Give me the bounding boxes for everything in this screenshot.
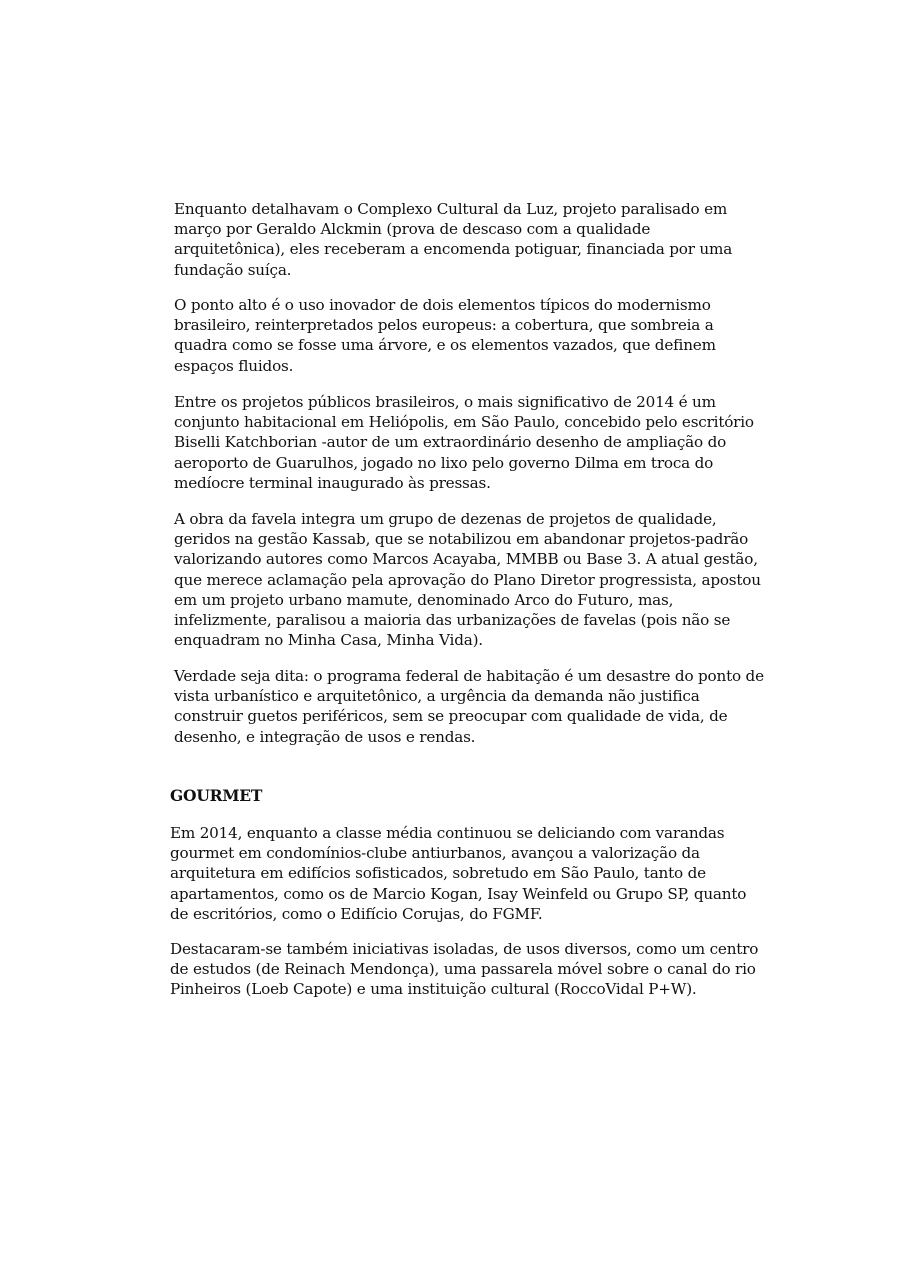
paragraph-text bbox=[174, 666, 764, 747]
text-line: Enquanto detalhavam o Complexo Cultural da Luz, projeto paralisado em bbox=[174, 200, 728, 218]
section-heading-block bbox=[170, 786, 740, 806]
text-line: A obra da favela integra um grupo de dezenas de projetos de qualidade, bbox=[174, 510, 717, 528]
text-line: conjunto habitacional em Heliópolis, em São Paulo, concebido pelo escritório bbox=[174, 413, 754, 432]
text-line: apartamentos, como os de Marcio Kogan, Isay Weinfeld ou Grupo SP, quanto bbox=[170, 884, 747, 903]
text-line: de estudos (de Reinach Mendonça), uma passarela móvel sobre o canal do rio bbox=[170, 960, 756, 979]
text-line: gourmet em condomínios-clube antiurbanos, avançou a valorização da bbox=[170, 844, 700, 863]
text-line: arquitetura em edifícios sofisticados, sobretudo em São Paulo, tanto de bbox=[170, 864, 706, 883]
text-line: geridos na gestão Kassab, que se notabilizou em abandonar projetos-padrão bbox=[174, 530, 749, 549]
text-line: infelizmente, paralisou a maioria das urbanizações de favelas (pois não se bbox=[174, 611, 731, 630]
text-line: Em 2014, enquanto a classe média continuou se deliciando com varandas bbox=[170, 824, 725, 842]
text-line: enquadram no Minha Casa, Minha Vida). bbox=[174, 631, 483, 650]
text-line: quadra como se fosse uma árvore, e os elementos vazados, que definem bbox=[174, 336, 716, 355]
text-line: aeroporto de Guarulhos, jogado no lixo pelo governo Dilma em troca do bbox=[174, 453, 714, 472]
text-line: março por Geraldo Alckmin (prova de descaso com a qualidade bbox=[174, 220, 651, 239]
paragraph-text bbox=[170, 823, 747, 924]
text-line: O ponto alto é o uso inovador de dois elementos típicos do modernismo bbox=[174, 296, 711, 314]
paragraph-text bbox=[174, 199, 740, 280]
text-line: medíocre terminal inaugurado às pressas. bbox=[174, 473, 491, 492]
section-heading: GOURMET bbox=[170, 786, 263, 805]
text-line: Verdade seja dita: o programa federal de habitação é um desastre do ponto de bbox=[174, 667, 764, 685]
paragraph-text bbox=[170, 939, 759, 1000]
text-line: de escritórios, como o Edifício Corujas, do FGMF. bbox=[170, 904, 543, 923]
paragraph-gourmet bbox=[170, 823, 747, 924]
paragraph-projetos-publicos bbox=[174, 392, 754, 493]
paragraph-text bbox=[174, 392, 754, 493]
text-line: construir guetos periféricos, sem se preocupar com qualidade de vida, de bbox=[174, 707, 728, 726]
text-line: Pinheiros (Loeb Capote) e uma instituição cultural (RoccoVidal P+W). bbox=[170, 980, 697, 999]
text-line: que merece aclamação pela aprovação do Plano Diretor progressista, apostou bbox=[174, 570, 761, 589]
text-line: Biselli Katchborian -autor de um extraordinário desenho de ampliação do bbox=[174, 433, 727, 452]
text-line: brasileiro, reinterpretados pelos europeus: a cobertura, que sombreia a bbox=[174, 316, 714, 335]
text-line: fundação suíça. bbox=[174, 260, 292, 279]
text-line: desenho, e integração de usos e rendas. bbox=[174, 727, 476, 746]
paragraph-obra-favela bbox=[174, 509, 761, 650]
paragraph-text bbox=[174, 295, 740, 376]
paragraph-complexo-cultural bbox=[174, 199, 740, 280]
text-line: espaços fluidos. bbox=[174, 356, 294, 375]
paragraph-verdade-seja-dita bbox=[174, 666, 764, 747]
paragraph-ponto-alto bbox=[174, 295, 740, 376]
text-line: arquitetônica), eles receberam a encomenda potiguar, financiada por uma bbox=[174, 240, 733, 259]
text-line: em um projeto urbano mamute, denominado Arco do Futuro, mas, bbox=[174, 590, 674, 609]
text-line: vista urbanístico e arquitetônico, a urgência da demanda não justifica bbox=[174, 687, 700, 706]
text-line: Destacaram-se também iniciativas isoladas, de usos diversos, como um centro bbox=[170, 940, 759, 958]
paragraph-text bbox=[174, 509, 761, 650]
paragraph-destacaram-se bbox=[170, 939, 759, 1000]
text-line: Entre os projetos públicos brasileiros, o mais significativo de 2014 é um bbox=[174, 393, 716, 411]
text-line: valorizando autores como Marcos Acayaba, MMBB ou Base 3. A atual gestão, bbox=[174, 550, 758, 569]
